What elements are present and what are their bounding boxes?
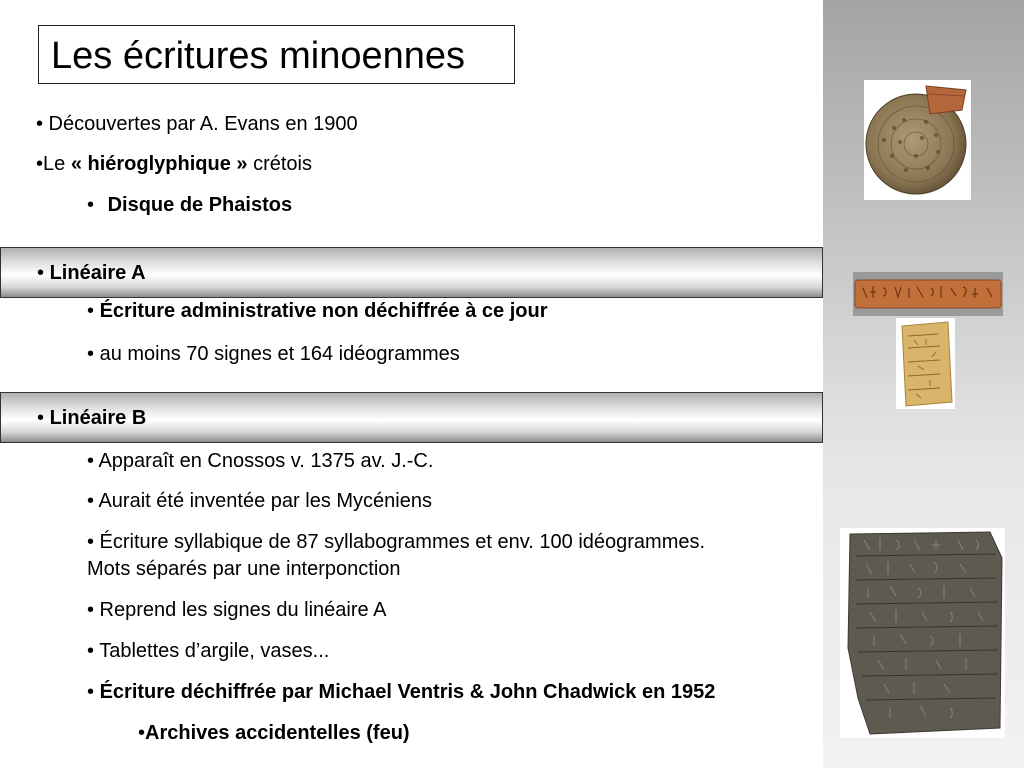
linear-a-item-bullet: • bbox=[87, 343, 95, 365]
linear-b-item: • Tablettes d’argile, vases... bbox=[87, 640, 330, 662]
hiero-suffix: crétois bbox=[247, 153, 312, 175]
linear-b-subitem-text: Archives accidentelles (feu) bbox=[145, 722, 410, 744]
linear-b-item: • Aurait été inventée par les Mycéniens bbox=[87, 490, 432, 512]
linear-b-item-continuation: Mots séparés par une interponction bbox=[87, 558, 401, 580]
title-box bbox=[38, 25, 515, 84]
linear-a-tablet-image bbox=[896, 318, 955, 409]
linear-b-item-bullet: • bbox=[87, 681, 95, 703]
bullet-discovered: • Découvertes par A. Evans en 1900 bbox=[36, 113, 358, 135]
linear-b-tablet-image bbox=[840, 528, 1005, 738]
page-title: Les écritures minoennes bbox=[51, 35, 465, 77]
linear-b-item: • Apparaît en Cnossos v. 1375 av. J.-C. bbox=[87, 450, 434, 472]
section-band-linear-b bbox=[0, 392, 823, 443]
phaistos-disc-image bbox=[864, 80, 971, 200]
bullet-hieroglyphic bbox=[36, 152, 312, 176]
linear-b-item-text: Écriture déchiffrée par Michael Ventris & John Chadwick en 1952 bbox=[99, 681, 716, 703]
hiero-prefix: •Le bbox=[36, 153, 71, 175]
linear-a-heading bbox=[37, 261, 146, 285]
linear-a-bullet: • bbox=[37, 262, 45, 284]
linear-b-subitem-bullet: • bbox=[138, 722, 146, 744]
linear-a-item bbox=[87, 299, 548, 323]
phaistos-bullet: • bbox=[87, 194, 95, 216]
linear-a-title: Linéaire A bbox=[49, 262, 146, 284]
phaistos-label: Disque de Phaistos bbox=[107, 194, 293, 216]
linear-b-item: • Écriture syllabique de 87 syllabogrammes et env. 100 idéogrammes. bbox=[87, 531, 706, 553]
linear-b-heading bbox=[37, 406, 146, 430]
hiero-bold: « hiéroglyphique » bbox=[70, 153, 248, 175]
bullet-phaistos bbox=[87, 193, 292, 217]
linear-b-item: • Reprend les signes du linéaire A bbox=[87, 599, 387, 621]
linear-a-item bbox=[87, 342, 460, 366]
linear-a-item-text: Écriture administrative non déchiffrée à ce jour bbox=[99, 300, 548, 322]
linear-a-item-bullet: • bbox=[87, 300, 95, 322]
linear-b-subitem bbox=[138, 721, 410, 745]
linear-b-item bbox=[87, 680, 715, 704]
section-band-linear-a bbox=[0, 247, 823, 298]
linear-a-bar-image bbox=[853, 272, 1003, 316]
linear-b-title: Linéaire B bbox=[49, 407, 147, 429]
linear-b-bullet: • bbox=[37, 407, 45, 429]
linear-a-item-text: au moins 70 signes et 164 idéogrammes bbox=[99, 343, 460, 365]
